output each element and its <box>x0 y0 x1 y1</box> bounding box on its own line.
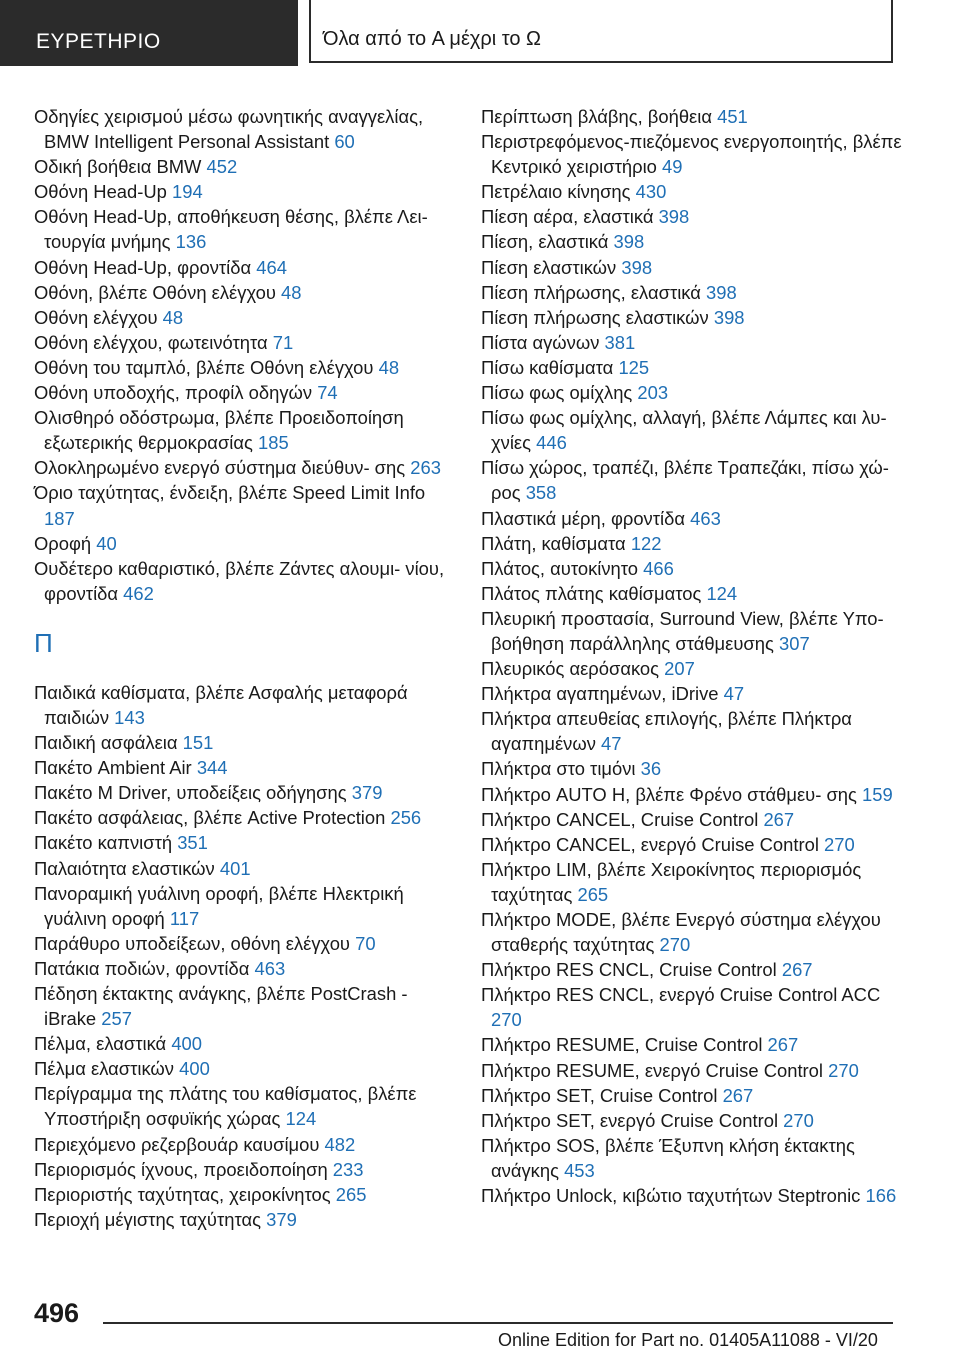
entry-page-link[interactable]: 159 <box>862 783 893 805</box>
index-entry <box>34 531 454 556</box>
entry-term: Πίσω φως ομίχλης, αλλαγή, βλέπε Λάμπες και λυ- χνίες <box>481 407 887 454</box>
entry-page-link[interactable]: 256 <box>390 807 422 829</box>
entry-term: Πίσω καθίσματα <box>481 356 614 378</box>
entry-term: Πλήκτρο SET, Cruise Control <box>481 1084 718 1106</box>
entry-page-link[interactable]: 124 <box>706 582 738 604</box>
entry-page-link[interactable]: 48 <box>281 281 302 303</box>
section-title: ΕΥΡΕΤΗΡΙΟ <box>0 0 298 66</box>
entry-page-link[interactable]: 265 <box>577 883 609 905</box>
entry-term: Ολοκληρωμένο ενεργό σύστημα διεύθυν- σης <box>34 457 406 479</box>
index-entry <box>481 1032 911 1057</box>
entry-term: Πλαστικά μέρη, φροντίδα <box>481 507 685 529</box>
entry-page-link[interactable]: 40 <box>96 532 117 554</box>
index-entry <box>34 956 454 981</box>
entry-term: Πλήκτρο RES CNCL, ενεργό Cruise Control ACC <box>481 984 881 1006</box>
entry-term: Οροφή <box>34 532 92 554</box>
index-entry <box>34 931 454 956</box>
entry-term: Ολισθηρό οδόστρωμα, βλέπε Προειδοποίηση εξωτερικής θερμοκρασίας <box>34 407 404 454</box>
entry-page-link[interactable]: 398 <box>613 231 645 253</box>
entry-term: Πακέτο καπνιστή <box>34 832 173 854</box>
entry-term: Οθόνη Head-Up, φροντίδα <box>34 256 252 278</box>
entry-term: Πλήκτρο RES CNCL, Cruise Control <box>481 959 777 981</box>
entry-term: Πλήκτρο Unlock, κιβώτιο ταχυτήτων Steptronic <box>481 1185 861 1207</box>
entry-page-link[interactable]: 270 <box>824 833 855 855</box>
entry-page-link[interactable]: 71 <box>272 331 294 353</box>
index-entry <box>34 1031 454 1056</box>
index-entry <box>481 229 911 254</box>
entry-term: Παιδική ασφάλεια <box>34 732 178 754</box>
entry-term: Οθόνη υποδοχής, προφίλ οδηγών <box>34 382 313 404</box>
entry-term: Περιοχή μέγιστης ταχύτητας <box>34 1208 261 1230</box>
entry-page-link[interactable]: 398 <box>658 206 690 228</box>
entry-term: Πλήκτρο RESUME, Cruise Control <box>481 1034 763 1056</box>
entry-page-link[interactable]: 400 <box>171 1033 202 1055</box>
index-entry <box>481 782 911 807</box>
footer-divider <box>103 1322 893 1324</box>
index-entry <box>34 1056 454 1081</box>
index-entry <box>481 179 911 204</box>
index-letter-heading: Π <box>34 627 53 658</box>
entry-page-link[interactable]: 143 <box>114 706 145 728</box>
index-entry <box>481 129 911 179</box>
entry-page-link[interactable]: 482 <box>324 1133 356 1155</box>
entry-term: Πατάκια ποδιών, φροντίδα <box>34 957 250 979</box>
index-entry <box>481 355 911 380</box>
entry-term: Πλήκτρα στο τιμόνι <box>481 758 636 780</box>
entry-page-link[interactable]: 446 <box>536 432 567 454</box>
index-entry <box>34 1081 454 1131</box>
page-number: 496 <box>34 1298 80 1328</box>
entry-term: Πλευρικός αερόσακος <box>481 658 660 680</box>
entry-page-link[interactable]: 270 <box>491 1009 522 1031</box>
index-entry <box>34 480 454 530</box>
index-entry <box>481 1133 911 1183</box>
entry-term: Πλευρική προστασία, Surround View, βλέπε Υπο- βοήθηση παράλληλης στάθμευσης <box>481 607 884 654</box>
entry-term: Πλήκτρο LIM, βλέπε Χειροκίνητος περιορισμός ταχύτητας <box>481 858 862 905</box>
entry-term: Οθόνη Head-Up, αποθήκευση θέσης, βλέπε Λει- τουργία μνήμης <box>34 206 428 253</box>
entry-page-link[interactable]: 60 <box>334 131 355 153</box>
entry-term: Περιορισμός ίχνους, προειδοποίηση <box>34 1158 328 1180</box>
entry-term: Πίεση πλήρωσης, ελαστικά <box>481 281 701 303</box>
index-entry <box>481 305 911 330</box>
index-entry <box>481 1083 911 1108</box>
entry-page-link[interactable]: 124 <box>285 1108 317 1130</box>
index-entry <box>34 455 454 480</box>
entry-page-link[interactable]: 265 <box>335 1183 367 1205</box>
entry-page-link[interactable]: 74 <box>317 382 338 404</box>
index-column-right <box>481 104 911 1208</box>
entry-page-link[interactable]: 398 <box>713 306 745 328</box>
index-entry <box>34 1182 454 1207</box>
entry-term: Ουδέτερο καθαριστικό, βλέπε Ζάντες αλουμι- νίου, φροντίδα <box>34 557 445 604</box>
entry-page-link[interactable]: 453 <box>564 1159 595 1181</box>
entry-term: Όριο ταχύτητας, ένδειξη, βλέπε Speed Limit Info <box>34 482 426 504</box>
entry-page-link[interactable]: 464 <box>256 256 287 278</box>
entry-page-link[interactable]: 136 <box>175 231 207 253</box>
index-entry <box>34 856 454 881</box>
entry-page-link[interactable]: 267 <box>781 959 813 981</box>
entry-page-link[interactable]: 47 <box>601 733 622 755</box>
index-entry <box>34 405 454 455</box>
entry-page-link[interactable]: 463 <box>254 957 286 979</box>
entry-term: Πλήκτρο CANCEL, ενεργό Cruise Control <box>481 833 819 855</box>
entry-page-link[interactable]: 125 <box>618 356 650 378</box>
index-entry <box>34 881 454 931</box>
entry-term: Πλήκτρα απευθείας επιλογής, βλέπε Πλήκτρα αγαπημένων <box>481 708 852 755</box>
edition-note: Online Edition for Part no. 01405A11088 - VI/20 <box>498 1330 878 1350</box>
index-entry <box>34 780 454 805</box>
entry-page-link[interactable]: 70 <box>355 932 376 954</box>
index-entry <box>481 857 911 907</box>
entry-term: Πίεση αέρα, ελαστικά <box>481 206 654 228</box>
entry-page-link[interactable]: 270 <box>659 934 691 956</box>
entry-list-p <box>34 680 454 1232</box>
entry-term: Πλήκτρο SET, ενεργό Cruise Control <box>481 1109 779 1131</box>
index-entry <box>34 730 454 755</box>
entry-term: Πέδηση έκτακτης ανάγκης, βλέπε PostCrash - iBrake <box>34 983 408 1030</box>
entry-term: Πίεση ελαστικών <box>481 256 617 278</box>
entry-page-link[interactable]: 466 <box>643 557 674 579</box>
entry-term: Πακέτο M Driver, υποδείξεις οδήγησης <box>34 782 347 804</box>
entry-term: Περιστρεφόμενος-πιεζόμενος ενεργοποιητής, βλέπε Κεντρικό χειριστήριο <box>481 131 902 178</box>
entry-term: Πλάτος πλάτης καθίσματος <box>481 582 702 604</box>
index-entry <box>481 104 911 129</box>
index-entry <box>481 982 911 1032</box>
index-entry <box>481 204 911 229</box>
index-entry <box>34 255 454 280</box>
entry-page-link[interactable]: 207 <box>664 658 695 680</box>
index-entry <box>34 805 454 830</box>
index-entry <box>481 556 911 581</box>
entry-term: Πίστα αγώνων <box>481 331 600 353</box>
index-entry <box>34 1132 454 1157</box>
entry-term: Πλάτος, αυτοκίνητο <box>481 557 639 579</box>
index-entry <box>34 380 454 405</box>
header-subtitle: Όλα από το A μέχρι το Ω <box>323 28 541 50</box>
index-entry <box>481 1183 911 1208</box>
index-entry <box>481 832 911 857</box>
entry-page-link[interactable]: 166 <box>865 1185 897 1207</box>
entry-term: Παράθυρο υποδείξεων, οθόνη ελέγχου <box>34 932 350 954</box>
entry-page-link[interactable]: 187 <box>44 507 75 529</box>
entry-term: Πίσω χώρος, τραπέζι, βλέπε Τραπεζάκι, πίσω χώ- ρος <box>481 457 889 504</box>
entry-page-link[interactable]: 117 <box>169 907 200 929</box>
entry-term: Πλήκτρο SOS, βλέπε Έξυπνη κλήση έκτακτης ανάγκης <box>481 1134 855 1181</box>
entry-page-link[interactable]: 379 <box>266 1208 297 1230</box>
entry-term: Οθόνη Head-Up <box>34 181 167 203</box>
entry-term: Παιδικά καθίσματα, βλέπε Ασφαλής μεταφορά παιδιών <box>34 681 408 728</box>
entry-page-link[interactable]: 270 <box>828 1059 859 1081</box>
index-entry <box>34 330 454 355</box>
entry-page-link[interactable]: 267 <box>767 1034 799 1056</box>
entry-page-link[interactable]: 379 <box>351 782 383 804</box>
index-entry <box>481 807 911 832</box>
index-entry <box>481 455 911 505</box>
index-entry <box>481 957 911 982</box>
entry-term: Πετρέλαιο κίνησης <box>481 181 631 203</box>
entry-term: Περιεχόμενο ρεζερβουάρ καυσίμου <box>34 1133 320 1155</box>
index-entry <box>481 656 911 681</box>
index-entry <box>481 1108 911 1133</box>
index-entry <box>34 305 454 330</box>
entry-page-link[interactable]: 307 <box>778 632 810 654</box>
index-entry <box>481 706 911 756</box>
index-entry <box>34 830 454 855</box>
entry-page-link[interactable]: 151 <box>182 732 214 754</box>
entry-page-link[interactable]: 267 <box>763 808 795 830</box>
entry-page-link[interactable]: 351 <box>177 832 208 854</box>
index-entry <box>481 506 911 531</box>
entry-term: Περίπτωση βλάβης, βοήθεια <box>481 106 712 127</box>
entry-term: Οθόνη, βλέπε Οθόνη ελέγχου <box>34 281 276 303</box>
entry-term: Πανοραμική γυάλινη οροφή, βλέπε Ηλεκτρική γυάλινη οροφή <box>34 882 404 929</box>
entry-term: Οθόνη ελέγχου, φωτεινότητα <box>34 331 268 353</box>
entry-page-link[interactable]: 36 <box>640 758 662 780</box>
entry-page-link[interactable]: 48 <box>162 306 184 328</box>
entry-page-link[interactable]: 194 <box>172 181 203 203</box>
index-entry <box>34 154 454 179</box>
entry-list-o <box>34 104 454 606</box>
entry-page-link[interactable]: 398 <box>621 256 653 278</box>
index-entry <box>481 907 911 957</box>
entry-page-link[interactable]: 203 <box>637 382 669 404</box>
entry-page-link[interactable]: 381 <box>604 331 636 353</box>
index-entry <box>481 581 911 606</box>
entry-page-link[interactable]: 122 <box>630 532 662 554</box>
index-entry <box>481 380 911 405</box>
index-entry <box>34 1157 454 1182</box>
entry-term: Πίεση πλήρωσης ελαστικών <box>481 306 709 328</box>
entry-term: Πακέτο Ambient Air <box>34 757 192 779</box>
entry-term: Πλήκτρα αγαπημένων, iDrive <box>481 683 719 705</box>
entry-term: Πλήκτρο RESUME, ενεργό Cruise Control <box>481 1059 823 1081</box>
index-entry <box>34 556 454 606</box>
index-entry <box>34 755 454 780</box>
index-entry <box>34 680 454 730</box>
entry-page-link[interactable]: 463 <box>690 507 721 529</box>
entry-term: Περίγραμμα της πλάτης του καθίσματος, βλέπε Υποστήριξη οσφυϊκής χώρας <box>34 1083 417 1130</box>
entry-page-link[interactable]: 47 <box>723 683 745 705</box>
index-column-left <box>34 104 454 1232</box>
entry-term: Πλήκτρο AUTO H, βλέπε Φρένο στάθμευ- σης <box>481 783 857 805</box>
entry-term: Πακέτο ασφάλειας, βλέπε Active Protection <box>34 807 386 829</box>
entry-term: Πλήκτρο MODE, βλέπε Ενεργό σύστημα ελέγχου σταθερής ταχύτητας <box>481 909 881 956</box>
entry-page-link[interactable]: 233 <box>332 1158 364 1180</box>
entry-page-link[interactable]: 267 <box>722 1084 754 1106</box>
entry-term: Παλαιότητα ελαστικών <box>34 857 215 879</box>
index-entry <box>481 280 911 305</box>
index-entry <box>481 330 911 355</box>
entry-term: Περιοριστής ταχύτητας, χειροκίνητος <box>34 1183 331 1205</box>
entry-page-link[interactable]: 401 <box>219 857 251 879</box>
entry-page-link[interactable]: 270 <box>783 1109 814 1131</box>
index-entry <box>481 606 911 656</box>
entry-term: Οδική βοήθεια BMW <box>34 156 202 178</box>
entry-term: Οδηγίες χειρισμού μέσω φωνητικής αναγγελίας, BMW Intelligent Personal Assistant <box>34 106 424 153</box>
index-entry <box>481 405 911 455</box>
index-entry <box>34 981 454 1031</box>
index-entry <box>34 1207 454 1232</box>
index-entry <box>481 756 911 781</box>
entry-term: Πίεση, ελαστικά <box>481 231 609 253</box>
entry-page-link[interactable]: 263 <box>410 457 441 479</box>
index-entry <box>34 179 454 204</box>
index-entry <box>34 104 454 154</box>
entry-term: Πέλμα, ελαστικά <box>34 1033 167 1055</box>
index-entry <box>481 531 911 556</box>
index-entry <box>481 681 911 706</box>
index-entry <box>481 1058 911 1083</box>
entry-page-link[interactable]: 451 <box>717 106 748 127</box>
entry-term: Οθόνη ελέγχου <box>34 306 158 328</box>
entry-page-link[interactable]: 257 <box>101 1008 132 1030</box>
header-subtitle-box <box>311 0 893 63</box>
index-entry <box>481 255 911 280</box>
entry-page-link[interactable]: 452 <box>206 156 238 178</box>
entry-page-link[interactable]: 185 <box>258 432 289 454</box>
entry-page-link[interactable]: 344 <box>196 757 228 779</box>
entry-page-link[interactable]: 358 <box>525 482 557 504</box>
entry-page-link[interactable]: 398 <box>706 281 737 303</box>
entry-page-link[interactable]: 462 <box>123 582 154 604</box>
index-entry <box>34 204 454 254</box>
entry-list-p-continued <box>481 104 911 1208</box>
entry-page-link[interactable]: 430 <box>635 181 667 203</box>
entry-term: Πλήκτρο CANCEL, Cruise Control <box>481 808 759 830</box>
entry-term: Οθόνη του ταμπλό, βλέπε Οθόνη ελέγχου <box>34 356 374 378</box>
entry-term: Πλάτη, καθίσματα <box>481 532 626 554</box>
page-header <box>0 0 960 66</box>
index-entry <box>34 280 454 305</box>
entry-page-link[interactable]: 400 <box>179 1058 210 1080</box>
entry-term: Πίσω φως ομίχλης <box>481 382 633 404</box>
entry-term: Πέλμα ελαστικών <box>34 1058 174 1080</box>
entry-page-link[interactable]: 49 <box>662 156 683 178</box>
index-entry <box>34 355 454 380</box>
entry-page-link[interactable]: 48 <box>378 356 400 378</box>
